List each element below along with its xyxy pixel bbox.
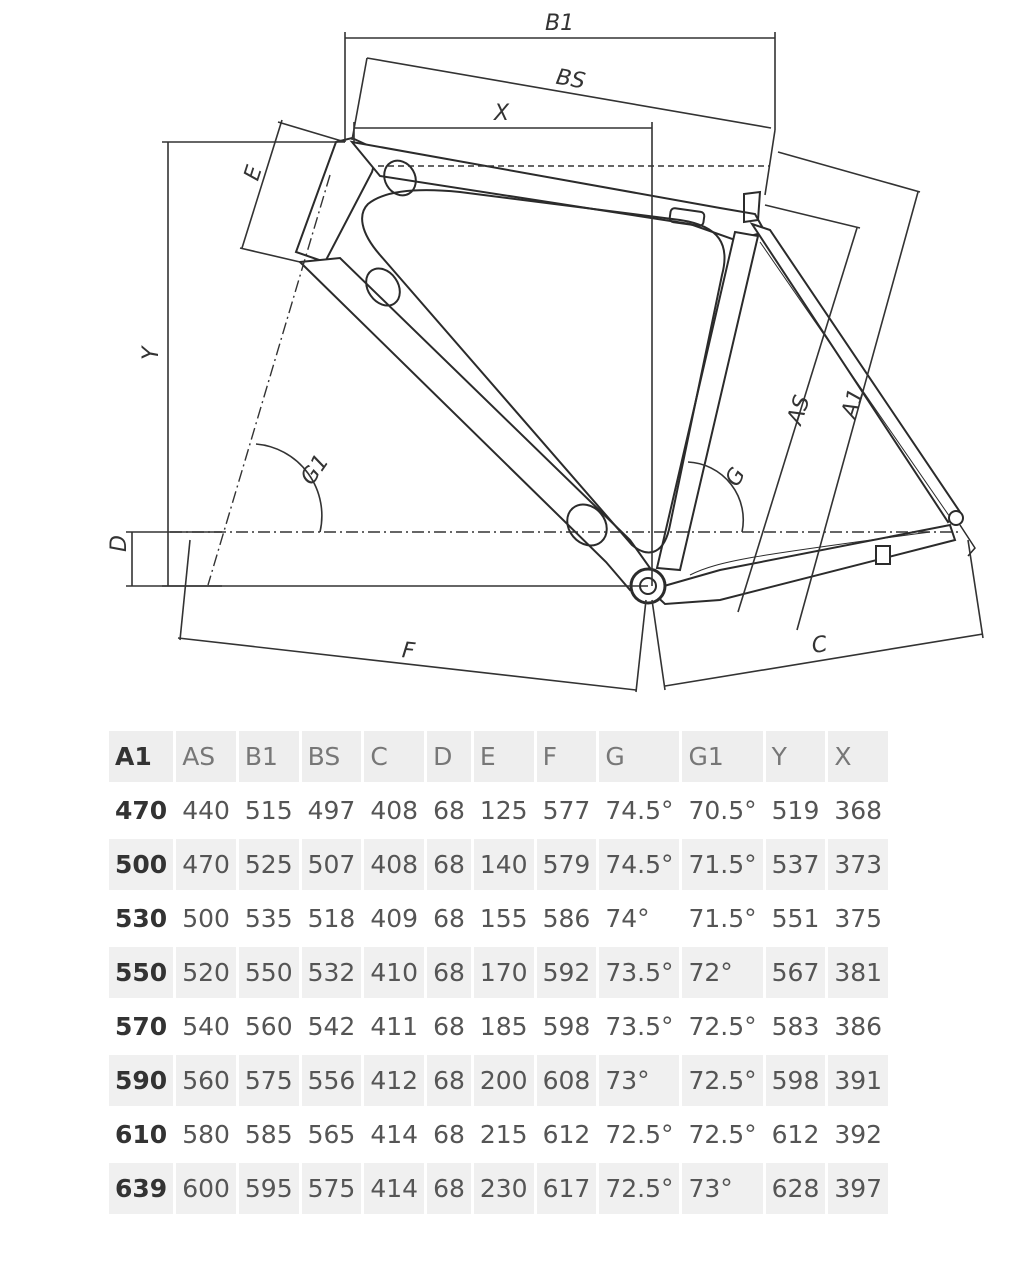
value-cell: 72.5° (605, 1120, 674, 1149)
value-cell: 608 (537, 1055, 597, 1106)
value-cell: 520 (176, 947, 236, 998)
value-cell: 408 (364, 839, 424, 890)
value-cell: 74° (605, 904, 650, 933)
header-cell: BS (302, 731, 362, 782)
value-cell: 74.5° (605, 796, 674, 825)
table-row (109, 947, 888, 998)
value-cell: 556 (302, 1055, 362, 1106)
value-cell: 440 (182, 796, 230, 825)
label-e: E (239, 162, 268, 184)
header-cell: B1 (239, 731, 299, 782)
value-cell: 68 (433, 904, 465, 933)
label-x: X (494, 101, 510, 126)
down-tube (300, 258, 650, 590)
value-cell: 560 (176, 1055, 236, 1106)
value-cell: 600 (176, 1163, 236, 1214)
header-cell: G1 (682, 731, 762, 782)
value-cell: 68 (427, 839, 471, 890)
value-cell: 68 (433, 796, 465, 825)
value-cell: 410 (364, 947, 424, 998)
value-cell: 71.5° (682, 839, 762, 890)
geometry-table (106, 728, 891, 1217)
value-cell: 583 (771, 1012, 820, 1041)
header-cell: G (599, 731, 679, 782)
header-row (109, 731, 888, 782)
value-cell: 470 (176, 839, 236, 890)
size-cell: 610 (115, 1120, 168, 1149)
value-cell: 72.5° (682, 1055, 762, 1106)
f-ext-right (636, 600, 646, 692)
value-cell: 560 (244, 1012, 293, 1041)
a1-ext-top (778, 152, 920, 192)
table-row (109, 1055, 888, 1106)
c-ext-left (652, 600, 665, 690)
value-cell: 567 (766, 947, 826, 998)
value-cell: 412 (364, 1055, 424, 1106)
as-ext-top (765, 205, 860, 228)
value-cell: 73° (682, 1163, 762, 1214)
seat-stay (752, 224, 960, 522)
value-cell: 518 (307, 904, 356, 933)
value-cell: 585 (244, 1120, 293, 1149)
value-cell: 575 (239, 1055, 299, 1106)
label-c: C (809, 631, 830, 660)
value-cell: 612 (771, 1120, 820, 1149)
value-cell: 535 (244, 904, 293, 933)
geometry-table-body (109, 785, 888, 1214)
value-cell: 74.5° (599, 839, 679, 890)
chainstay-bridge (876, 546, 890, 564)
value-cell: 507 (302, 839, 362, 890)
value-cell: 73° (599, 1055, 679, 1106)
size-cell: 500 (109, 839, 173, 890)
value-cell: 550 (239, 947, 299, 998)
label-d: D (107, 535, 132, 552)
value-cell: 592 (537, 947, 597, 998)
value-cell: 68 (427, 1163, 471, 1214)
value-cell: 500 (182, 904, 230, 933)
bike-frame (296, 138, 975, 604)
value-cell: 68 (433, 1120, 465, 1149)
value-cell: 373 (828, 839, 888, 890)
value-cell: 497 (307, 796, 356, 825)
value-cell: 368 (834, 796, 883, 825)
value-cell: 586 (542, 904, 591, 933)
header-cell: E (474, 731, 534, 782)
value-cell: 519 (771, 796, 820, 825)
header-cell: Y (766, 731, 826, 782)
value-cell: 68 (427, 947, 471, 998)
value-cell: 628 (766, 1163, 826, 1214)
label-as: AS (782, 392, 816, 428)
label-f: F (400, 638, 416, 665)
header-cell: C (364, 731, 424, 782)
value-cell: 215 (479, 1120, 528, 1149)
value-cell: 408 (370, 796, 419, 825)
value-cell: 540 (182, 1012, 230, 1041)
value-cell: 68 (433, 1012, 465, 1041)
value-cell: 72.5° (599, 1163, 679, 1214)
value-cell: 170 (474, 947, 534, 998)
label-a1: A1 (836, 385, 870, 422)
f-ext-left (180, 540, 190, 640)
table-row (109, 785, 888, 836)
value-cell: 414 (370, 1120, 419, 1149)
label-bs: BS (554, 64, 588, 95)
value-cell: 125 (479, 796, 528, 825)
value-cell: 525 (239, 839, 299, 890)
value-cell: 230 (474, 1163, 534, 1214)
bs-ext-right (765, 130, 775, 195)
e-ext-top (278, 122, 345, 142)
value-cell: 580 (182, 1120, 230, 1149)
table-row (109, 1163, 888, 1214)
value-cell: 381 (828, 947, 888, 998)
value-cell: 577 (542, 796, 591, 825)
value-cell: 612 (542, 1120, 591, 1149)
value-cell: 617 (537, 1163, 597, 1214)
value-cell: 595 (239, 1163, 299, 1214)
value-cell: 375 (834, 904, 883, 933)
value-cell: 392 (834, 1120, 883, 1149)
value-cell: 579 (537, 839, 597, 890)
value-cell: 386 (834, 1012, 883, 1041)
value-cell: 598 (542, 1012, 591, 1041)
value-cell: 68 (427, 1055, 471, 1106)
header-cell: F (537, 731, 597, 782)
value-cell: 72.5° (688, 1012, 757, 1041)
size-cell: 570 (115, 1012, 168, 1041)
value-cell: 551 (771, 904, 820, 933)
value-cell: 155 (479, 904, 528, 933)
size-cell: 639 (109, 1163, 173, 1214)
value-cell: 537 (766, 839, 826, 890)
value-cell: 397 (828, 1163, 888, 1214)
c-ext-right (968, 540, 983, 638)
value-cell: 409 (370, 904, 419, 933)
table-row (109, 839, 888, 890)
value-cell: 391 (828, 1055, 888, 1106)
header-cell: AS (176, 731, 236, 782)
value-cell: 73.5° (605, 1012, 674, 1041)
rear-dropout (949, 511, 963, 525)
value-cell: 598 (766, 1055, 826, 1106)
geometry-table-head (109, 731, 888, 782)
size-cell: 470 (115, 796, 168, 825)
value-cell: 71.5° (688, 904, 757, 933)
value-cell: 411 (370, 1012, 419, 1041)
chain-stay (650, 525, 955, 604)
label-g: G (720, 463, 751, 491)
value-cell: 565 (307, 1120, 356, 1149)
label-b1: B1 (545, 11, 575, 36)
header-cell: X (828, 731, 888, 782)
size-cell: 550 (109, 947, 173, 998)
value-cell: 575 (302, 1163, 362, 1214)
label-y: Y (139, 346, 164, 360)
value-cell: 70.5° (688, 796, 757, 825)
header-cell: D (427, 731, 471, 782)
size-cell: 530 (115, 904, 168, 933)
value-cell: 72.5° (688, 1120, 757, 1149)
header-cell: A1 (109, 731, 173, 782)
value-cell: 72° (682, 947, 762, 998)
value-cell: 414 (364, 1163, 424, 1214)
e-ext-bottom (240, 248, 300, 262)
value-cell: 140 (474, 839, 534, 890)
value-cell: 515 (244, 796, 293, 825)
value-cell: 73.5° (599, 947, 679, 998)
table-row (109, 1109, 888, 1160)
value-cell: 200 (474, 1055, 534, 1106)
table-row (109, 1001, 888, 1052)
value-cell: 542 (307, 1012, 356, 1041)
label-g1: G1 (296, 450, 335, 490)
value-cell: 532 (302, 947, 362, 998)
value-cell: 185 (479, 1012, 528, 1041)
table-row (109, 893, 888, 944)
size-cell: 590 (109, 1055, 173, 1106)
seat-stay-inner-line (760, 242, 952, 520)
